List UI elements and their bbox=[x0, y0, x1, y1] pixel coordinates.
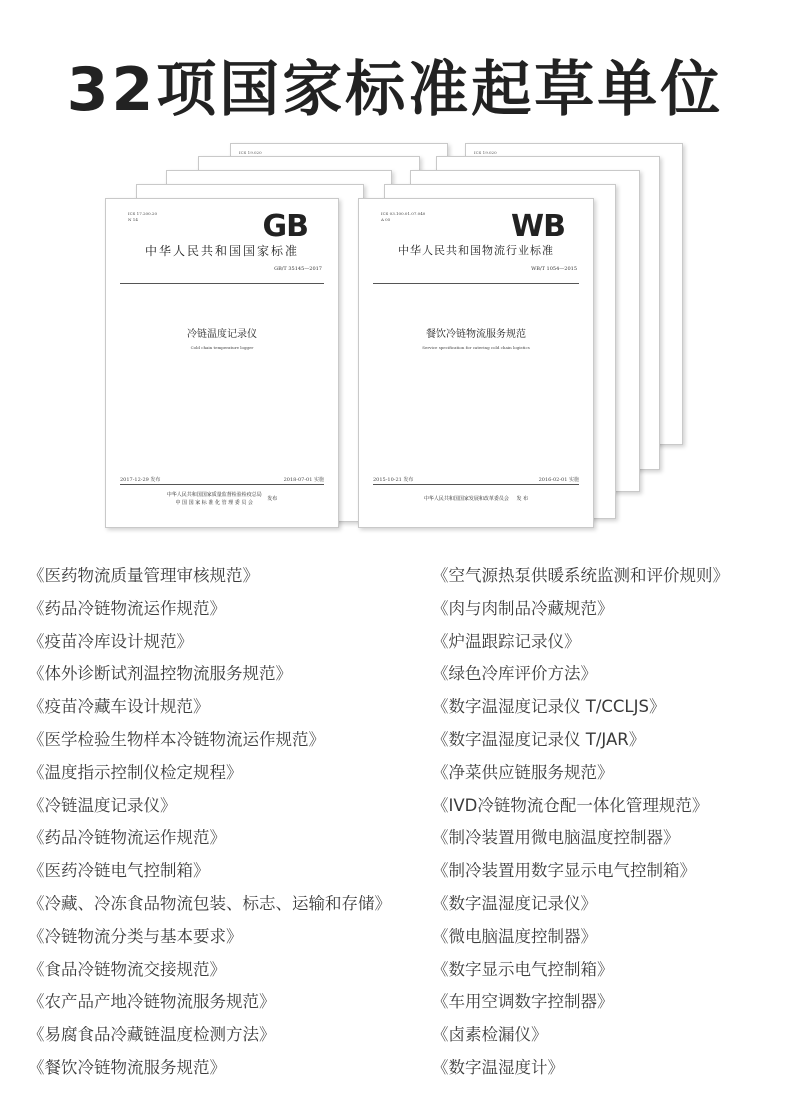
gb-issuer-name: 中华人民共和国国家质量监督检验检疫总局 中 国 国 家 标 准 化 管 理 委 员 会 bbox=[166, 492, 262, 506]
standards-list-right bbox=[432, 564, 729, 1089]
standard-item: 《温度指示控制仪检定规程》 bbox=[28, 762, 243, 782]
standard-item: 《炉温跟踪记录仪》 bbox=[432, 631, 581, 651]
standards-list-left bbox=[28, 564, 391, 1089]
gb-standard-name: 冷链温度记录仪 bbox=[187, 329, 257, 340]
standard-item: 《体外诊断试剂温控物流服务规范》 bbox=[28, 664, 292, 684]
standard-item: 《绿色冷库评价方法》 bbox=[432, 664, 597, 684]
wb-issuer-name: 中华人民共和国国家发展和改革委员会 bbox=[423, 496, 509, 502]
standard-item: 《药品冷链物流运作规范》 bbox=[28, 828, 226, 848]
standard-item: 《疫苗冷藏车设计规范》 bbox=[28, 697, 210, 717]
standard-item: 《净菜供应链服务规范》 bbox=[432, 762, 614, 782]
standard-item: 《微电脑温度控制器》 bbox=[432, 926, 597, 946]
divider bbox=[120, 283, 324, 284]
page-title: 32项国家标准起草单位 bbox=[66, 55, 724, 125]
standard-item: 《数字显示电气控制箱》 bbox=[432, 959, 614, 979]
standard-item: 《数字温湿度计》 bbox=[432, 1057, 564, 1077]
divider bbox=[373, 283, 579, 284]
standard-item: 《制冷装置用微电脑温度控制器》 bbox=[432, 828, 680, 848]
standard-item: 《医药物流质量管理审核规范》 bbox=[28, 566, 259, 585]
standard-item: 《餐饮冷链物流服务规范》 bbox=[28, 1057, 226, 1077]
standard-item: 《农产品产地冷链物流服务规范》 bbox=[28, 992, 276, 1012]
wb-standard-category: 中华人民共和国物流行业标准 bbox=[398, 244, 554, 257]
gb-issue-date: 2017-12-29 发布 bbox=[120, 477, 161, 483]
back-sheet-code: ICS 19.020 bbox=[239, 150, 262, 155]
wb-issuer bbox=[359, 495, 593, 503]
standard-item: 《冷链温度记录仪》 bbox=[28, 795, 177, 815]
standard-item: 《空气源热泵供暖系统监测和评价规则》 bbox=[432, 566, 729, 585]
gb-issuer bbox=[106, 491, 338, 507]
standard-item: 《制冷装置用数字显示电气控制箱》 bbox=[432, 861, 696, 881]
standard-item: 《数字温湿度记录仪》 bbox=[432, 893, 597, 913]
wb-standard-number: WB/T 1054—2015 bbox=[531, 266, 577, 272]
standard-item: 《食品冷链物流交接规范》 bbox=[28, 959, 226, 979]
back-sheet-code: ICS 19.020 bbox=[474, 150, 497, 155]
standard-item: 《易腐食品冷藏链温度检测方法》 bbox=[28, 1025, 276, 1045]
wb-standard-name: 餐饮冷链物流服务规范 bbox=[426, 329, 526, 340]
wb-logo: WB bbox=[511, 209, 565, 244]
standard-item: 《数字温湿度记录仪 T/CCLJS》 bbox=[432, 697, 666, 717]
divider bbox=[373, 484, 579, 485]
standard-item: 《医学检验生物样本冷链物流运作规范》 bbox=[28, 729, 325, 749]
standard-item: 《医药冷链电气控制箱》 bbox=[28, 861, 210, 881]
wb-ics-code: ICS 03.100.01.07.040 A 05 bbox=[381, 211, 426, 222]
wb-standard-cover bbox=[358, 198, 594, 528]
wb-issue-word: 发 布 bbox=[516, 496, 529, 502]
wb-standard-english-name: Service specification for catering cold chain logistics bbox=[422, 345, 530, 350]
standard-item: 《药品冷链物流运作规范》 bbox=[28, 598, 226, 618]
gb-standard-number: GB/T 35145—2017 bbox=[274, 266, 322, 272]
wb-implementation-date: 2016-02-01 实施 bbox=[538, 477, 579, 483]
gb-logo: GB bbox=[262, 209, 308, 244]
standard-item: 《卤素检漏仪》 bbox=[432, 1025, 548, 1045]
standard-item: 《疫苗冷库设计规范》 bbox=[28, 631, 193, 651]
gb-issue-word: 发布 bbox=[267, 496, 278, 502]
standard-item: 《数字温湿度记录仪 T/JAR》 bbox=[432, 729, 646, 749]
standard-item: 《IVD冷链物流仓配一体化管理规范》 bbox=[432, 795, 709, 815]
gb-implementation-date: 2018-07-01 实施 bbox=[283, 477, 324, 483]
standard-item: 《肉与肉制品冷藏规范》 bbox=[432, 598, 614, 618]
wb-issue-date: 2015-10-21 发布 bbox=[373, 477, 414, 483]
standard-item: 《冷藏、冷冻食品物流包装、标志、运输和存储》 bbox=[28, 893, 391, 913]
gb-standard-english-name: Cold chain temperature logger bbox=[190, 345, 254, 350]
gb-standard-cover bbox=[105, 198, 339, 528]
standard-item: 《车用空调数字控制器》 bbox=[432, 992, 614, 1012]
divider bbox=[120, 484, 324, 485]
standard-item: 《冷链物流分类与基本要求》 bbox=[28, 926, 243, 946]
gb-standard-category: 中华人民共和国国家标准 bbox=[144, 244, 299, 258]
gb-ics-code: ICS 17.200.20 N 14 bbox=[128, 211, 158, 222]
